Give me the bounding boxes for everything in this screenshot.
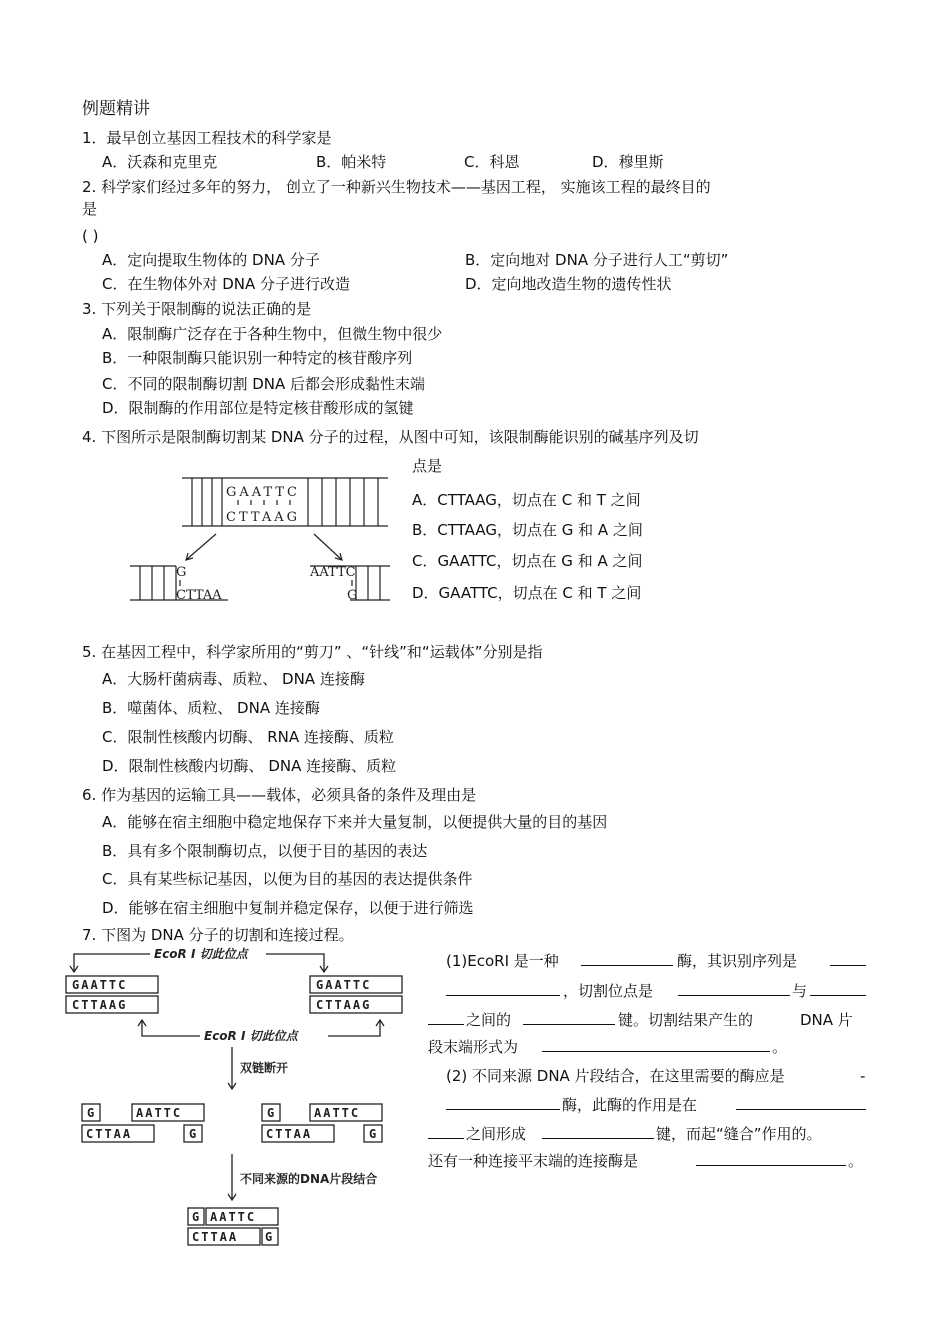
q7-p1-a: (1)EcoRI 是一种 [446, 952, 559, 970]
q2-option-d: D．定向地改造生物的遗传性状 [465, 275, 672, 293]
q7-blank-cut-site-2a[interactable] [810, 981, 866, 996]
q7-p1-h: 段末端形式为 [428, 1038, 519, 1056]
q7-joined-g-upper: G [192, 1210, 200, 1224]
section-title: 例题精讲 [82, 99, 150, 119]
q7-step2-label: 不同来源的DNA片段结合 [240, 1172, 378, 1186]
q4-option-a: A．CTTAAG，切点在 C 和 T 之间 [412, 491, 641, 509]
q4-option-b: B．CTTAAG，切点在 G 和 A 之间 [412, 521, 643, 539]
q6-option-a: A．能够在宿主细胞中稳定地保存下来并大量复制，以便提供大量的目的基因 [102, 813, 608, 831]
q4-right-upper-seq: AATTC [310, 565, 356, 580]
q7-blank-ligase[interactable] [446, 1095, 560, 1110]
q2-option-c: C．在生物体外对 DNA 分子进行改造 [102, 275, 351, 293]
q7-frag-g-2: G [189, 1127, 197, 1141]
q3-option-a: A．限制酶广泛存在于各种生物中，但微生物中很少 [102, 325, 443, 343]
q7-p2-c: 之间形成 [466, 1125, 527, 1143]
q4-top-lower-seq: CTTAAG [226, 510, 300, 525]
q7-p1-c: ，切割位点是 [563, 982, 654, 1000]
q2-answer-paren: ( ) [82, 227, 99, 245]
q4-stem-line2: 点是 [412, 457, 443, 475]
q3-option-d: D．限制酶的作用部位是特定核苷酸形成的氢键 [102, 399, 414, 417]
q3-option-c: C．不同的限制酶切割 DNA 后都会形成黏性末端 [102, 375, 426, 393]
q6-stem: 6. 作为基因的运输工具——载体，必须具备的条件及理由是 [82, 786, 477, 804]
q7-frag-g-4: G [369, 1127, 377, 1141]
q5-option-b: B．噬菌体、质粒、 DNA 连接酶 [102, 699, 320, 717]
q7-stem: 7. 下图为 DNA 分子的切割和连接过程。 [82, 926, 354, 944]
q7-p2-b: 酶，此酶的作用是在 [562, 1096, 698, 1114]
q7-label-top: EcoR I 切此位点 [154, 947, 248, 961]
q7-frag-aattc-2: AATTC [314, 1106, 361, 1120]
q5-option-a: A．大肠杆菌病毒、质粒、 DNA 连接酶 [102, 670, 365, 688]
q4-stem: 4. 下图所示是限制酶切割某 DNA 分子的过程，从图中可知，该限制酶能识别的碱基序列及切 [82, 428, 699, 446]
q2-option-a: A．定向提取生物体的 DNA 分子 [102, 251, 320, 269]
q6-option-b: B．具有多个限制酶切点，以便于目的基因的表达 [102, 842, 428, 860]
q7-frag-g-1: G [87, 1106, 95, 1120]
q7-blank-end-form[interactable] [542, 1037, 770, 1052]
q7-joined-aattc: AATTC [210, 1210, 257, 1224]
q7-p2-dot: - [860, 1067, 866, 1085]
q7-blank-recognition-seq-2[interactable] [446, 981, 560, 996]
q6-option-c: C．具有某些标记基因，以便为目的基因的表达提供条件 [102, 870, 473, 888]
q2-option-b: B．定向地对 DNA 分子进行人工“剪切” [465, 251, 729, 269]
q7-p2-e: 还有一种连接平末端的连接酶是 [428, 1152, 639, 1170]
q4-option-d: D．GAATTC，切点在 C 和 T 之间 [412, 584, 642, 602]
q7-blank-blunt-ligase[interactable] [696, 1151, 846, 1166]
q1-option-a: A．沃森和克里克 [102, 153, 218, 171]
q7-blank-enzyme-type[interactable] [581, 951, 673, 966]
q6-option-d: D．能够在宿主细胞中复制并稳定保存，以便于进行筛选 [102, 899, 474, 917]
q7-blank-bond-type[interactable] [523, 1010, 615, 1025]
q1-option-d: D．穆里斯 [592, 153, 664, 171]
q7-p2-end: 。 [848, 1152, 864, 1170]
q7-p2-d: 键，而起“缝合”作用的。 [656, 1125, 822, 1143]
q7-joined-cttaa: CTTAA [192, 1230, 239, 1244]
q3-stem: 3. 下列关于限制酶的说法正确的是 [82, 300, 312, 318]
q4-option-c: C．GAATTC，切点在 G 和 A 之间 [412, 552, 643, 570]
q4-dna-cut-figure [128, 470, 398, 610]
q7-frag-cttaa-2: CTTAA [266, 1127, 313, 1141]
q4-left-upper-seq: G [176, 565, 187, 580]
q7-left-lower-seq: CTTAAG [72, 998, 128, 1012]
q7-blank-bond-formed[interactable] [542, 1124, 654, 1139]
q3-option-b: B．一种限制酶只能识别一种特定的核苷酸序列 [102, 349, 413, 367]
q7-right-upper-seq: GAATTC [316, 978, 372, 992]
q7-p1-b: 酶，其识别序列是 [677, 952, 798, 970]
q7-p1-d: 与 [792, 982, 808, 1000]
q7-blank-cut-site-1[interactable] [678, 981, 790, 996]
q7-step1-label: 双链断开 [240, 1061, 289, 1075]
q7-right-lower-seq: CTTAAG [316, 998, 372, 1012]
q7-frag-cttaa-1: CTTAA [86, 1127, 133, 1141]
q1-option-b: B．帕米特 [316, 153, 387, 171]
q7-dna-cut-ligation-figure [62, 944, 422, 1254]
q5-option-c: C．限制性核酸内切酶、 RNA 连接酶、质粒 [102, 728, 394, 746]
q1-stem: 1．最早创立基因工程技术的科学家是 [82, 129, 332, 147]
q7-joined-g-lower: G [265, 1230, 273, 1244]
q7-p1-e: 之间的 [466, 1011, 512, 1029]
q4-right-lower-seq: G [347, 588, 358, 603]
q7-left-upper-seq: GAATTC [72, 978, 128, 992]
q7-blank-between-2[interactable] [428, 1124, 464, 1139]
q7-blank-between-1[interactable] [736, 1095, 866, 1110]
q1-option-c: C．科恩 [464, 153, 520, 171]
q2-stem-line1: 2. 科学家们经过多年的努力， 创立了一种新兴生物技术——基因工程， 实施该工程的最终目的 [82, 178, 711, 196]
q4-top-upper-seq: GAATTC [226, 485, 300, 500]
q7-blank-recognition-seq-1[interactable] [830, 951, 866, 966]
q7-p1-g: DNA 片 [800, 1011, 853, 1029]
q5-option-d: D．限制性核酸内切酶、 DNA 连接酶、质粒 [102, 757, 397, 775]
q7-p2-a: (2) 不同来源 DNA 片段结合，在这里需要的酶应是 [446, 1067, 785, 1085]
q7-label-mid: EcoR I 切此位点 [204, 1029, 298, 1043]
q4-left-lower-seq: CTTAA [176, 588, 222, 603]
q7-blank-cut-site-2b[interactable] [428, 1010, 464, 1025]
q7-p1-end: 。 [772, 1038, 788, 1056]
q7-frag-aattc-1: AATTC [136, 1106, 183, 1120]
q7-p1-f: 键。切割结果产生的 [618, 1011, 754, 1029]
q7-frag-g-3: G [267, 1106, 275, 1120]
q5-stem: 5. 在基因工程中，科学家所用的“剪刀” 、“针线”和“运载体”分别是指 [82, 643, 543, 661]
q2-stem-line2: 是 [82, 200, 98, 218]
